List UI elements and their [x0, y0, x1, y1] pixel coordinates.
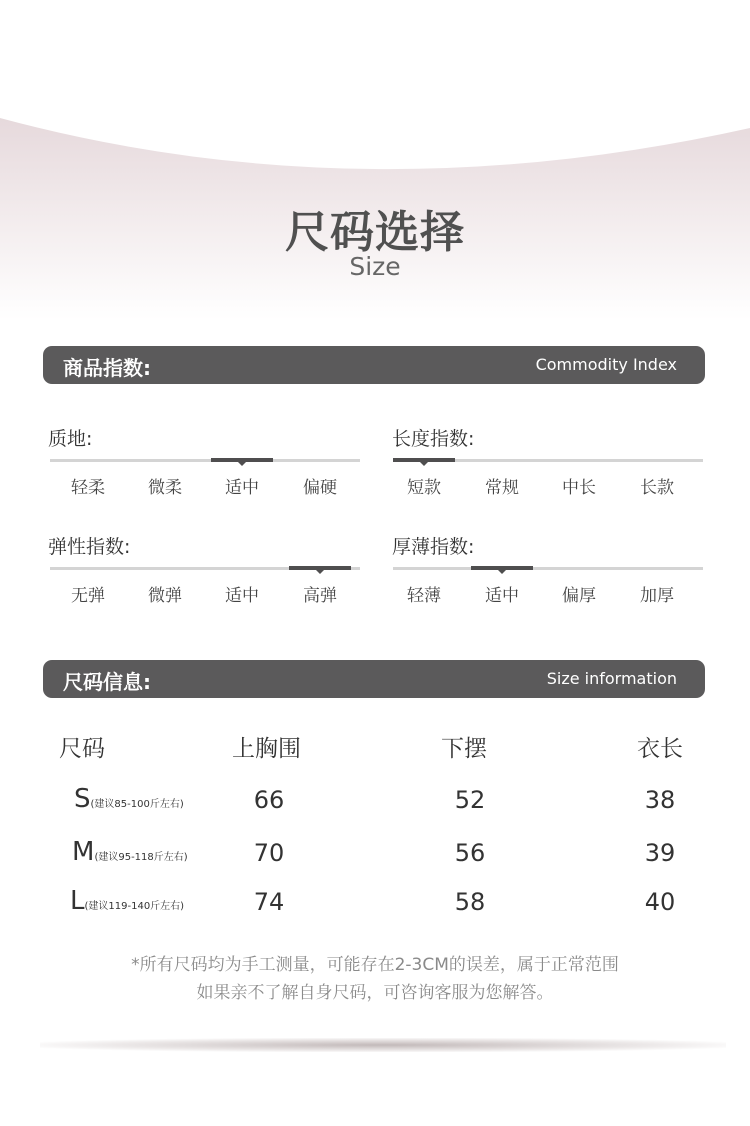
chest-value: 74: [253, 888, 285, 916]
thickness-index-scale: [393, 567, 703, 607]
size-info-title: 尺码信息:: [63, 670, 151, 694]
scale-option: 中长: [562, 478, 596, 498]
thickness-index-label: 厚薄指数:: [392, 536, 475, 558]
header-chest: 上胸围: [232, 736, 301, 762]
scale-option: 常规: [485, 478, 519, 498]
size-code: S: [74, 784, 91, 814]
scale-track: [50, 459, 360, 462]
header-hem: 下摆: [441, 736, 487, 762]
texture-label: 质地:: [48, 428, 93, 450]
scale-option: 适中: [485, 586, 519, 606]
size-weight-note: (建议95-118斤左右): [94, 852, 188, 863]
bottom-shadow-decoration: [40, 1038, 726, 1052]
footnote-line-1: *所有尺码均为手工测量，可能存在2-3CM的误差，属于正常范围: [131, 955, 619, 975]
hem-value: 56: [454, 839, 486, 867]
scale-option: 长款: [640, 478, 674, 498]
size-info-bar: [43, 660, 705, 698]
commodity-index-bar: [43, 346, 705, 384]
scale-pointer-icon: [498, 570, 506, 574]
commodity-index-title: 商品指数:: [63, 356, 151, 380]
scale-option: 高弹: [303, 586, 337, 606]
length-index-scale: [393, 459, 703, 499]
scale-option: 偏硬: [303, 478, 337, 498]
page-title: 尺码选择: [285, 207, 465, 258]
page-subtitle: Size: [349, 252, 401, 281]
scale-option: 轻柔: [71, 478, 105, 498]
scale-option: 轻薄: [407, 586, 441, 606]
hem-value: 58: [454, 888, 486, 916]
elasticity-index-scale: [50, 567, 360, 607]
scale-option: 适中: [225, 478, 259, 498]
size-info-title-en: Size information: [546, 669, 677, 688]
size-row-m-label: [72, 837, 188, 867]
commodity-index-title-en: Commodity Index: [535, 355, 677, 374]
scale-option: 适中: [225, 586, 259, 606]
scale-option: 无弹: [71, 586, 105, 606]
header-length: 衣长: [637, 736, 683, 762]
length-value: 40: [644, 888, 676, 916]
length-value: 38: [644, 786, 676, 814]
scale-option: 短款: [407, 478, 441, 498]
elasticity-index-label: 弹性指数:: [48, 536, 131, 558]
size-weight-note: (建议119-140斤左右): [84, 901, 185, 912]
size-code: L: [70, 886, 85, 916]
texture-scale: [50, 459, 360, 499]
chest-value: 66: [253, 786, 285, 814]
chest-value: 70: [253, 839, 285, 867]
size-row-s-label: [74, 784, 184, 814]
scale-option: 微弹: [148, 586, 182, 606]
footnote-line-2: 如果亲不了解自身尺码，可咨询客服为您解答。: [196, 983, 554, 1003]
scale-option: 偏厚: [562, 586, 596, 606]
length-index-label: 长度指数:: [392, 428, 475, 450]
header-size: 尺码: [59, 736, 105, 762]
scale-pointer-icon: [316, 570, 324, 574]
size-code: M: [72, 837, 95, 867]
size-weight-note: (建议85-100斤左右): [90, 799, 184, 810]
hem-value: 52: [454, 786, 486, 814]
scale-track: [393, 567, 703, 570]
size-row-l-label: [70, 886, 184, 916]
scale-option: 加厚: [640, 586, 674, 606]
scale-pointer-icon: [238, 462, 246, 466]
length-value: 39: [644, 839, 676, 867]
scale-option: 微柔: [148, 478, 182, 498]
scale-pointer-icon: [420, 462, 428, 466]
